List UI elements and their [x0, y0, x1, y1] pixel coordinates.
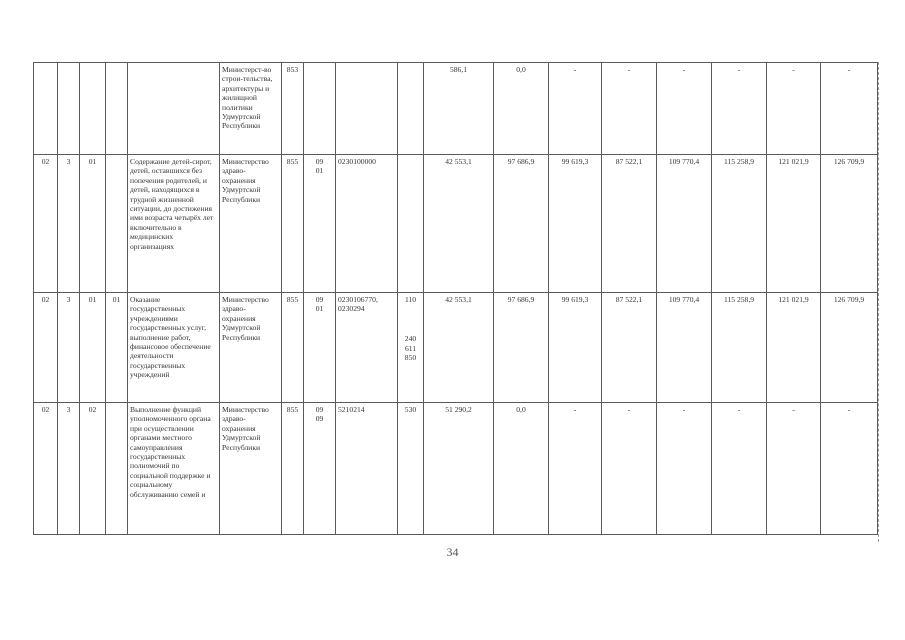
- table-row: [34, 403, 878, 535]
- vr-extra-values: 240 611 850: [404, 334, 417, 363]
- measure-name-cell: Выполнение функций уполномоченного органа при осуществлении органами местного самоуправления государственных полномочий по социальной поддержке и социальному обслуживанию семей и: [128, 403, 220, 535]
- value-cell: 126 709,9: [821, 155, 878, 293]
- value-cell: 109 770,4: [657, 293, 712, 403]
- pr-value: 01: [315, 304, 324, 314]
- vr-cell: [398, 293, 424, 403]
- code-d-cell: 01: [106, 293, 128, 403]
- section-cell: [304, 403, 336, 535]
- executor-cell: Министерство здраво-охранения Удмуртской Республики: [220, 155, 282, 293]
- page-number: 34: [446, 545, 459, 559]
- table-row: [34, 63, 878, 155]
- value-cell: 115 258,9: [712, 293, 767, 403]
- value-cell: 99 619,3: [549, 293, 602, 403]
- rz-value: 09: [315, 295, 324, 304]
- value-cell: -: [712, 63, 767, 155]
- code-c-cell: 02: [80, 403, 106, 535]
- csr-cell: 5210214: [336, 403, 398, 535]
- value-cell: 51 290,2: [424, 403, 494, 535]
- value-cell: 109 770,4: [657, 155, 712, 293]
- code-b-cell: 3: [58, 155, 80, 293]
- measure-name-cell: Содержание детей-сирот, детей, оставшихся без попечения родителей, и детей, находящихся в трудной жизненной ситуации, до достижения ими возраста четырёх лет включительно в медицинских организациях: [128, 155, 220, 293]
- grbs-cell: 855: [282, 293, 304, 403]
- code-d-cell: [106, 63, 128, 155]
- value-cell: 126 709,9: [821, 293, 878, 403]
- pr-value: 09: [315, 414, 324, 424]
- budget-table: [33, 62, 878, 535]
- executor-cell: Министерство здраво-охранения Удмуртской Республики: [220, 403, 282, 535]
- rz-value: 09: [315, 157, 324, 166]
- grbs-cell: 855: [282, 155, 304, 293]
- value-cell: 97 686,9: [494, 293, 549, 403]
- table-row: [34, 293, 878, 403]
- value-cell: 115 258,9: [712, 155, 767, 293]
- vr-cell: [398, 63, 424, 155]
- vr-cell: [398, 155, 424, 293]
- csr-cell: [336, 63, 398, 155]
- section-cell: [304, 293, 336, 403]
- value-cell: 99 619,3: [549, 155, 602, 293]
- code-b-cell: 3: [58, 293, 80, 403]
- value-cell: -: [767, 63, 821, 155]
- value-cell: -: [712, 403, 767, 535]
- executor-cell: Министерство здраво-охранения Удмуртской Республики: [220, 293, 282, 403]
- rz-value: 09: [315, 405, 324, 414]
- section-cell: [304, 63, 336, 155]
- value-cell: -: [821, 403, 878, 535]
- code-a-cell: 02: [34, 155, 58, 293]
- code-d-cell: [106, 403, 128, 535]
- value-cell: 42 553,1: [424, 293, 494, 403]
- value-cell: -: [657, 63, 712, 155]
- code-c-cell: 01: [80, 293, 106, 403]
- vr-cell: 530: [398, 403, 424, 535]
- code-a-cell: [34, 63, 58, 155]
- value-cell: -: [549, 63, 602, 155]
- value-cell: -: [821, 63, 878, 155]
- value-cell: -: [657, 403, 712, 535]
- value-cell: 0,0: [494, 403, 549, 535]
- value-cell: 42 553,1: [424, 155, 494, 293]
- value-cell: -: [602, 63, 657, 155]
- code-c-cell: 01: [80, 155, 106, 293]
- value-cell: 586,1: [424, 63, 494, 155]
- code-b-cell: [58, 63, 80, 155]
- code-a-cell: 02: [34, 293, 58, 403]
- value-cell: -: [549, 403, 602, 535]
- csr-cell: 0230100000: [336, 155, 398, 293]
- vr-value: 110: [404, 295, 417, 304]
- section-cell: [304, 155, 336, 293]
- code-a-cell: 02: [34, 403, 58, 535]
- value-cell: 0,0: [494, 63, 549, 155]
- table-row: [34, 155, 878, 293]
- value-cell: 121 021,9: [767, 155, 821, 293]
- pr-value: 01: [315, 166, 324, 176]
- code-d-cell: [106, 155, 128, 293]
- code-c-cell: [80, 63, 106, 155]
- measure-name-cell: Оказание государственных учреждениями государственных услуг, выполнение работ, финансовое обеспечение деятельности государственных учреждений: [128, 293, 220, 403]
- scan-edge-line: [877, 62, 879, 542]
- value-cell: 121 021,9: [767, 293, 821, 403]
- value-cell: -: [767, 403, 821, 535]
- value-cell: -: [602, 403, 657, 535]
- csr-cell: 0230106770, 0230294: [336, 293, 398, 403]
- grbs-cell: 855: [282, 403, 304, 535]
- value-cell: 87 522,1: [602, 155, 657, 293]
- executor-cell: Министерст-во строи-тельства, архитектуры и жилищной политики Удмуртской Республики: [220, 63, 282, 155]
- value-cell: 87 522,1: [602, 293, 657, 403]
- measure-name-cell: [128, 63, 220, 155]
- value-cell: 97 686,9: [494, 155, 549, 293]
- grbs-cell: 853: [282, 63, 304, 155]
- code-b-cell: 3: [58, 403, 80, 535]
